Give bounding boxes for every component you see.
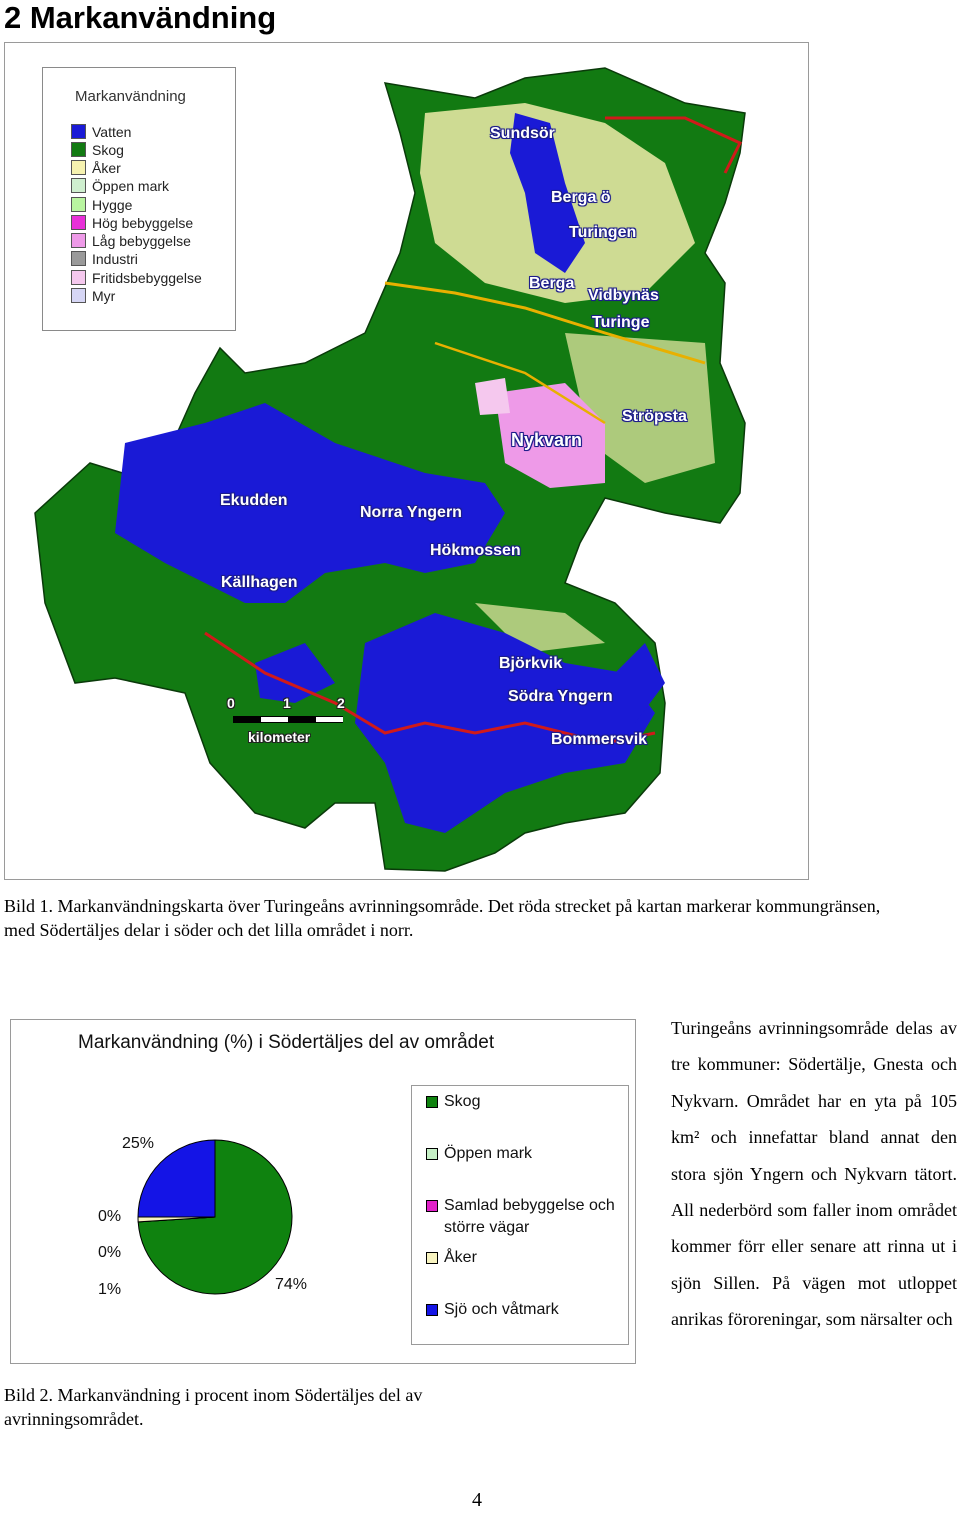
chart-legend-swatch [426,1200,438,1212]
legend-swatch [71,215,86,230]
chart-legend-item [426,1195,616,1239]
legend-swatch [71,270,86,285]
map-legend-title: Markanvändning [75,88,186,105]
legend-label: Industri [92,251,138,267]
place-label: Berga ö [551,189,611,206]
legend-label: Åker [92,160,121,176]
scale-tick-label: 0 [227,695,235,711]
legend-label: Skog [92,142,124,158]
legend-item [71,215,193,231]
pie-data-label: 1% [98,1281,122,1298]
chart-legend-label: Skog [444,1093,481,1110]
pie-data-label: 0% [98,1208,122,1225]
place-label: Källhagen [221,574,298,591]
legend-swatch [71,233,86,248]
scale-tick-label: 1 [283,695,291,711]
legend-item [71,270,202,286]
page-number: 4 [472,1489,482,1511]
chart-legend-label: Samlad bebyggelse och större vägar [444,1197,615,1236]
map-caption: Bild 1. Markanvändningskarta över Turingeåns avrinningsområde. Det röda strecket på kartan markerar kommungränsen, med Södertäljes delar i söder och det lilla området i norr. [4,896,881,940]
place-label: Hökmossen [430,542,521,559]
legend-label: Hög bebyggelse [92,215,194,231]
legend-swatch [71,160,86,175]
legend-item [71,124,131,140]
place-label: Bommersvik [551,731,648,748]
chart-legend-label: Sjö och våtmark [444,1301,559,1318]
chart-legend-label: Öppen mark [444,1145,533,1162]
legend-swatch [71,142,86,157]
chart-legend-item [426,1247,477,1269]
legend-item [71,142,124,158]
legend-label: Vatten [92,124,132,140]
chart-legend-swatch [426,1148,438,1160]
chart-title: Markanvändning (%) i Södertäljes del av området [78,1032,495,1053]
legend-swatch [71,197,86,212]
place-label: Berga [529,275,575,292]
legend-item [71,233,191,249]
legend-label: Fritidsbebyggelse [92,270,202,286]
scale-tick-label: 2 [337,695,345,711]
map-legend [42,67,236,331]
chart-legend-swatch [426,1252,438,1264]
section-heading: 2 Markanvändning [4,0,277,35]
chart-legend-swatch [426,1096,438,1108]
body-text [671,1010,957,1338]
legend-label: Hygge [92,197,133,213]
body-paragraph: Turingeåns avrinningsområde delas av tre kommuner: Södertälje, Gnesta och Nykvarn. Området har en yta på 105 km² och innefattar bland annat den stora sjön Yngern och Nykvarn tätort. All nederbörd som faller inom området kommer förr eller senare att rinna ut i sjön Sillen. På vägen mot utloppet anrikas föroreningar, som närsalter och [671,1018,957,1330]
chart-legend-item [426,1091,480,1113]
legend-swatch [71,178,86,193]
legend-label: Öppen mark [92,178,170,194]
place-label: Ströpsta [622,408,687,425]
legend-label: Myr [92,288,116,304]
place-label: Turingen [569,224,637,241]
legend-swatch [71,288,86,303]
pie-data-label: 25% [122,1135,155,1152]
settlement-area [475,378,510,415]
legend-item [71,178,169,194]
chart-legend-item [426,1299,559,1321]
chart-caption: Bild 2. Markanvändning i procent inom Södertäljes del av avrinningsområdet. [4,1385,423,1429]
legend-label: Låg bebyggelse [92,233,191,249]
place-label: Nykvarn [511,430,583,450]
place-label: Turinge [592,314,650,331]
place-label: Ekudden [220,492,288,509]
scale-unit-label: kilometer [248,729,311,745]
legend-swatch [71,251,86,266]
pie-chart-frame [10,1019,636,1364]
chart-legend-swatch [426,1304,438,1316]
chart-legend-label: Åker [444,1249,477,1266]
pie-chart [11,1020,411,1363]
place-label: Sundsör [490,125,555,142]
place-label: Vidbynäs [588,287,659,304]
legend-item [71,197,132,213]
legend-item [71,251,138,267]
place-label: Björkvik [499,655,563,672]
place-label: Norra Yngern [360,504,462,521]
chart-legend-item [426,1143,532,1165]
legend-item [71,288,115,304]
pie-data-label: 74% [275,1276,308,1293]
legend-item [71,160,121,176]
land-use-map [4,42,809,880]
place-label: Södra Yngern [508,688,613,705]
pie-data-label: 0% [98,1244,122,1261]
legend-swatch [71,124,86,139]
chart-legend [411,1085,629,1345]
